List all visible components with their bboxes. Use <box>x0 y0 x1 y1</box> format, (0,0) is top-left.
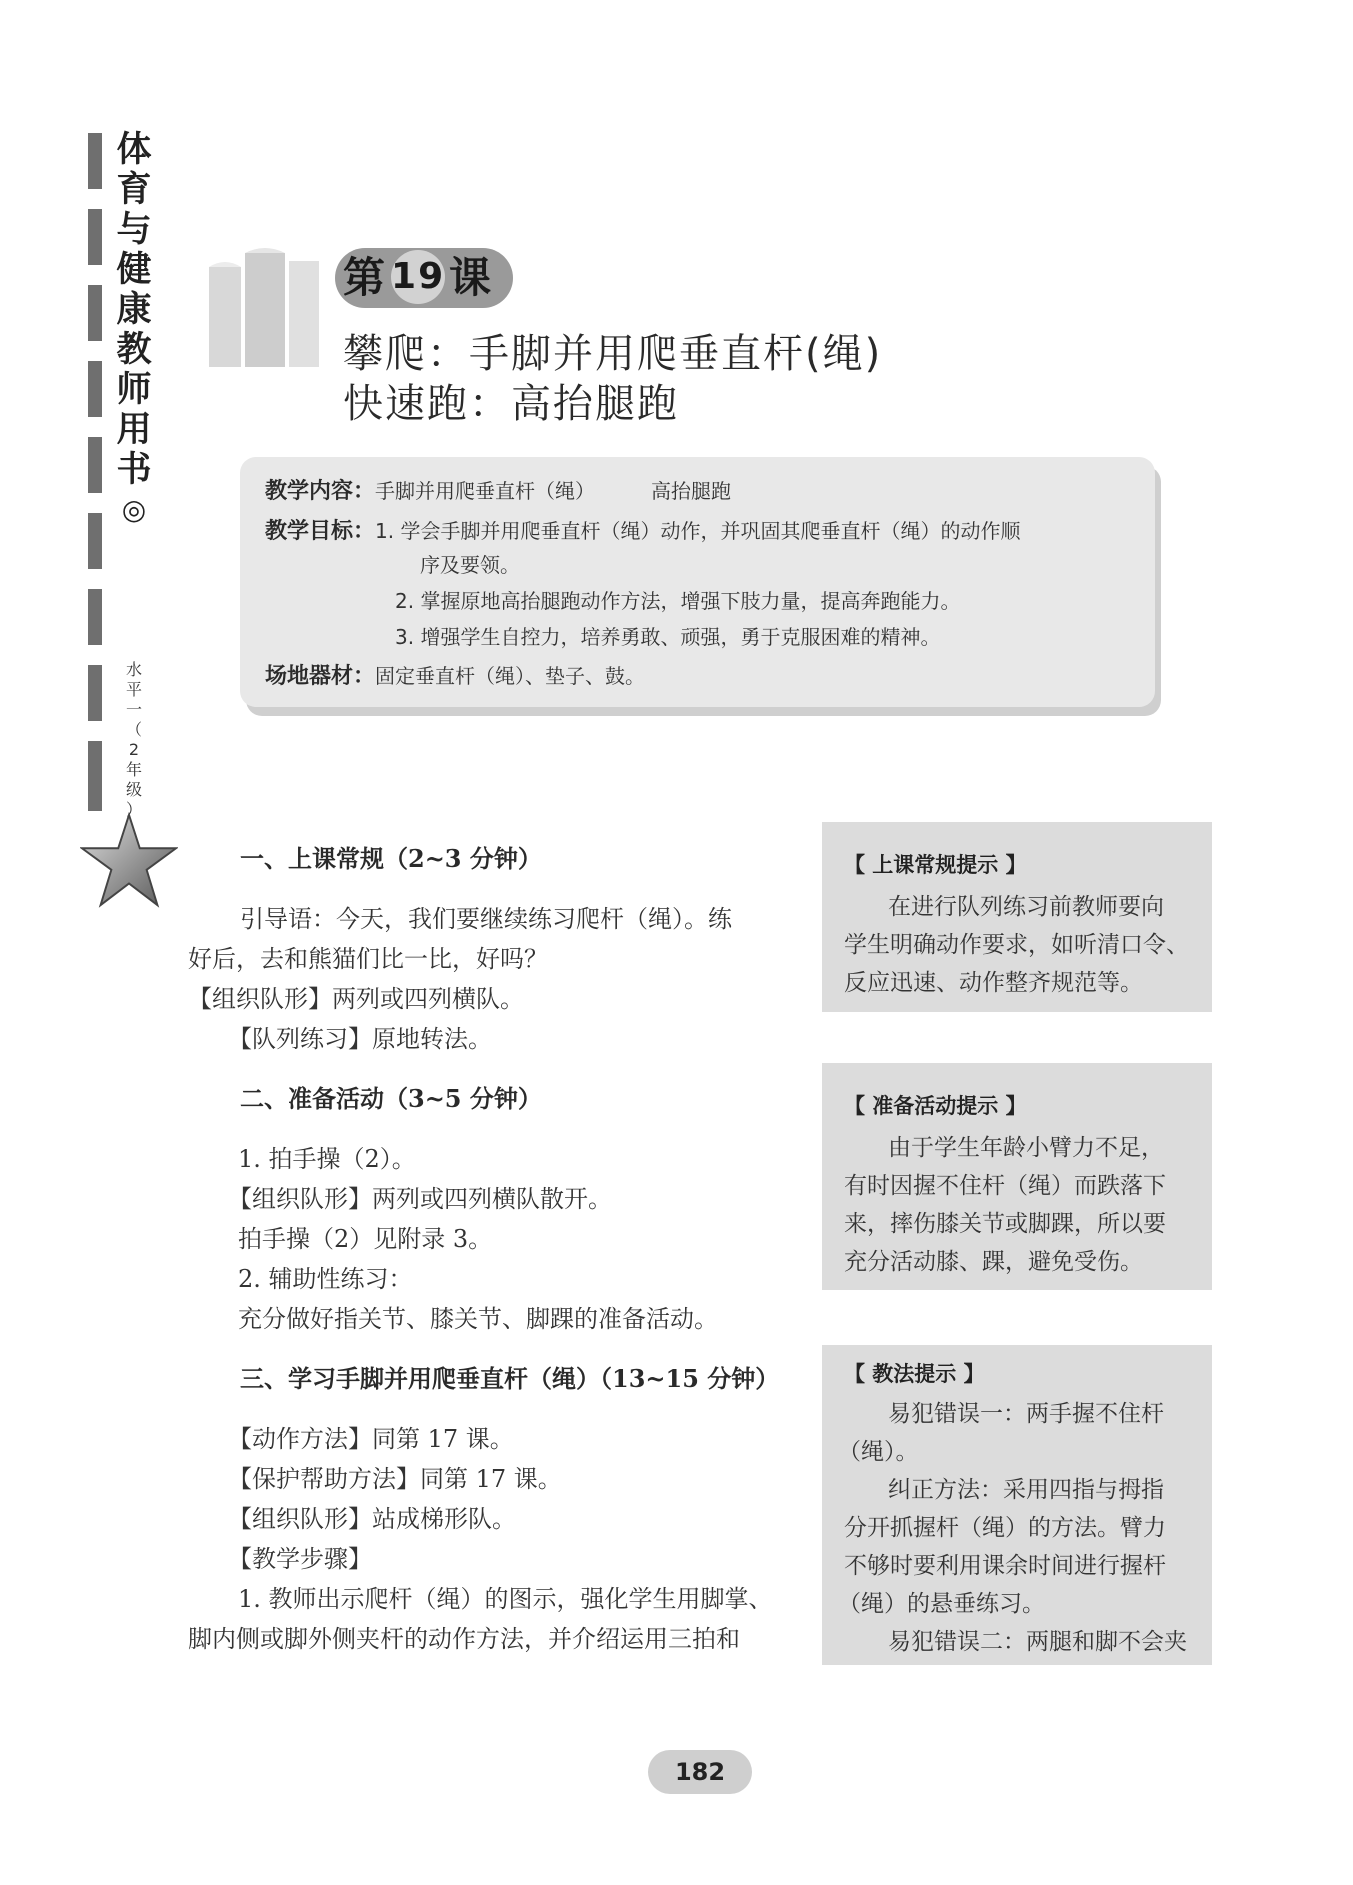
s2-paragraph: 【组织队形】两列或四列横队散开。 <box>228 1185 612 1213</box>
book-title-char: 康 <box>116 289 152 330</box>
goal-1a: 1. 学会手脚并用爬垂直杆（绳）动作，并巩固其爬垂直杆（绳）的动作顺 <box>375 519 1021 543</box>
book-title-char: 书 <box>116 449 152 490</box>
level-char: 级 <box>125 780 142 799</box>
tip-line: 学生明确动作要求，如听清口令、 <box>844 932 1189 958</box>
goal-1b: 序及要领。 <box>420 553 520 577</box>
lesson-label <box>343 250 493 306</box>
lesson-number: 19 <box>391 250 445 304</box>
book-title-char: 与 <box>116 209 152 250</box>
tip-title: 【 准备活动提示 】 <box>844 1094 1027 1118</box>
section-2-heading: 二、准备活动（3~5 分钟） <box>240 1084 542 1113</box>
tip-line: （绳）。 <box>838 1439 919 1465</box>
s1-paragraph: 引导语：今天，我们要继续练习爬杆（绳）。练 <box>240 905 732 933</box>
level-char: 一 <box>125 700 142 719</box>
equip-label: 场地器材： <box>265 664 376 689</box>
tip-line: 来，摔伤膝关节或脚踝，所以要 <box>844 1211 1166 1237</box>
books-illustration <box>205 245 340 370</box>
level-char: （ <box>125 720 142 739</box>
book-title-char: ◎ <box>121 493 147 526</box>
tip-box-teaching <box>822 1345 1212 1665</box>
s2-paragraph: 拍手操（2）见附录 3。 <box>238 1225 493 1253</box>
goal-3: 3. 增强学生自控力，培养勇敢、顽强，勇于克服困难的精神。 <box>395 625 941 649</box>
content-label: 教学内容： <box>265 479 376 504</box>
s1-paragraph: 好后，去和熊猫们比一比，好吗？ <box>188 945 548 973</box>
tip-line: 不够时要利用课余时间进行握杆 <box>844 1553 1166 1579</box>
equip-value: 固定垂直杆（绳）、垫子、鼓。 <box>375 664 646 688</box>
book-title-char: 健 <box>116 249 152 290</box>
info-equip-row <box>265 659 645 690</box>
s2-paragraph: 1. 拍手操（2）。 <box>238 1145 416 1173</box>
s3-paragraph: 脚内侧或脚外侧夹杆的动作方法，并介绍运用三拍和 <box>188 1625 740 1653</box>
book-title-char: 体 <box>116 129 152 170</box>
content-value-2: 高抬腿跑 <box>651 479 732 503</box>
tip-line: 分开抓握杆（绳）的方法。臂力 <box>844 1515 1166 1541</box>
tip-title: 【 上课常规提示 】 <box>844 853 1027 877</box>
level-char: ） <box>125 800 142 819</box>
content-value-1: 手脚并用爬垂直杆（绳） <box>375 479 596 503</box>
s3-paragraph: 【动作方法】同第 17 课。 <box>228 1425 514 1453</box>
book-title-char: 用 <box>116 409 152 450</box>
level-char: 年 <box>125 760 142 779</box>
goal-label: 教学目标： <box>265 519 376 544</box>
lesson-prefix: 第 <box>343 253 388 302</box>
tip-line: 易犯错误一：两手握不住杆 <box>888 1401 1164 1427</box>
level-char: 水 <box>125 660 142 679</box>
goal-2: 2. 掌握原地高抬腿跑动作方法，增强下肢力量，提高奔跑能力。 <box>395 589 961 613</box>
book-title-char: 师 <box>116 369 152 410</box>
grade-level-vertical <box>121 660 147 820</box>
sidebar-bars <box>88 133 102 811</box>
tip-box-warmup <box>822 1063 1212 1290</box>
title-line-2: 快速跑：高抬腿跑 <box>343 381 679 427</box>
s2-paragraph: 充分做好指关节、膝关节、脚踝的准备活动。 <box>238 1305 718 1333</box>
tip-line: 反应迅速、动作整齐规范等。 <box>844 970 1143 996</box>
book-title-char: 育 <box>116 169 152 210</box>
tip-line: 在进行队列练习前教师要向 <box>888 894 1164 920</box>
tip-title: 【 教法提示 】 <box>844 1362 985 1386</box>
tip-line: 易犯错误二：两腿和脚不会夹 <box>888 1629 1187 1655</box>
tip-line: 纠正方法：采用四指与拇指 <box>888 1477 1164 1503</box>
star-icon <box>80 812 178 908</box>
s2-paragraph: 2. 辅助性练习： <box>238 1265 413 1293</box>
level-char: 平 <box>125 680 142 699</box>
book-title-char: 教 <box>116 329 152 370</box>
s3-paragraph: 【保护帮助方法】同第 17 课。 <box>228 1465 562 1493</box>
tip-line: 有时因握不住杆（绳）而跌落下 <box>844 1173 1166 1199</box>
tip-box-routine <box>822 822 1212 1012</box>
book-title-vertical <box>112 130 156 530</box>
tip-line: 充分活动膝、踝，避免受伤。 <box>844 1249 1143 1275</box>
page-number: 182 <box>648 1750 752 1794</box>
section-1-heading: 一、上课常规（2~3 分钟） <box>240 844 542 873</box>
info-content-row <box>265 474 731 505</box>
tip-line: 由于学生年龄小臂力不足， <box>888 1135 1164 1161</box>
info-goal-row <box>265 514 1020 545</box>
s1-paragraph: 【队列练习】原地转法。 <box>228 1025 492 1053</box>
level-char: 2 <box>128 740 140 759</box>
s3-paragraph: 【教学步骤】 <box>228 1545 372 1573</box>
title-line-1: 攀爬：手脚并用爬垂直杆(绳) <box>343 331 883 377</box>
tip-line: （绳）的悬垂练习。 <box>838 1591 1045 1617</box>
lesson-suffix: 课 <box>449 253 494 302</box>
s1-paragraph: 【组织队形】两列或四列横队。 <box>188 985 524 1013</box>
section-3-heading: 三、学习手脚并用爬垂直杆（绳）（13~15 分钟） <box>240 1364 780 1393</box>
s3-paragraph: 【组织队形】站成梯形队。 <box>228 1505 516 1533</box>
s3-paragraph: 1. 教师出示爬杆（绳）的图示，强化学生用脚掌、 <box>238 1585 773 1613</box>
info-box <box>240 457 1155 707</box>
